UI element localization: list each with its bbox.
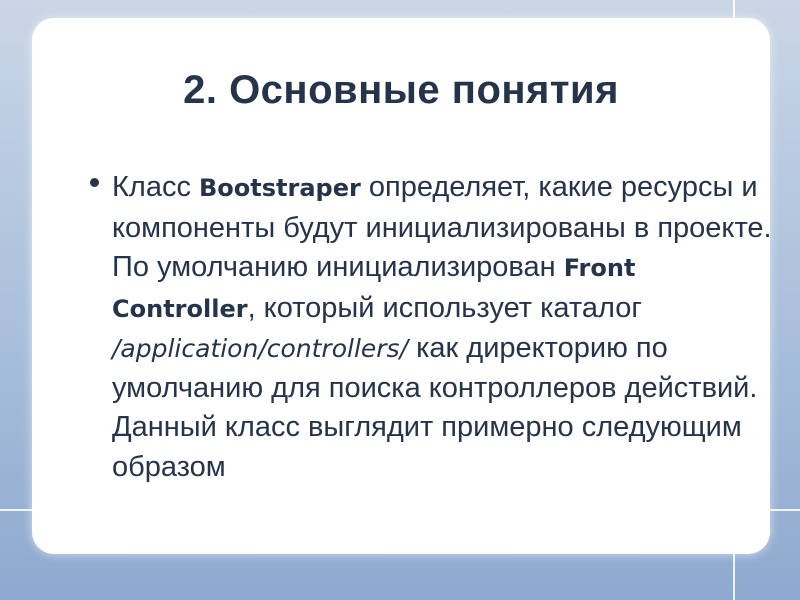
slide-title: 2. Основные понятия (183, 68, 619, 112)
bullet-text-part: Класс (112, 171, 199, 203)
slide-card (32, 18, 770, 554)
bullet-text-part: определяет, какие ресурсы и компоненты будут инициализированы в проекте. По умолчанию инициализирован (112, 171, 772, 283)
bullet-text (112, 168, 782, 487)
bullet-dot (90, 178, 99, 187)
bullet-text-part: как директорию по умолчанию для поиска контроллеров действий. Данный класс выглядит примерно следующим образом (112, 332, 758, 483)
class-name-bootstraper: Bootstraper (199, 174, 361, 202)
front-controller-term: Front Controller (112, 254, 636, 323)
bullet-text-part: , который использует каталог (247, 291, 642, 324)
controllers-path: /application/controllers/ (112, 334, 409, 363)
bullet-item (82, 168, 782, 487)
